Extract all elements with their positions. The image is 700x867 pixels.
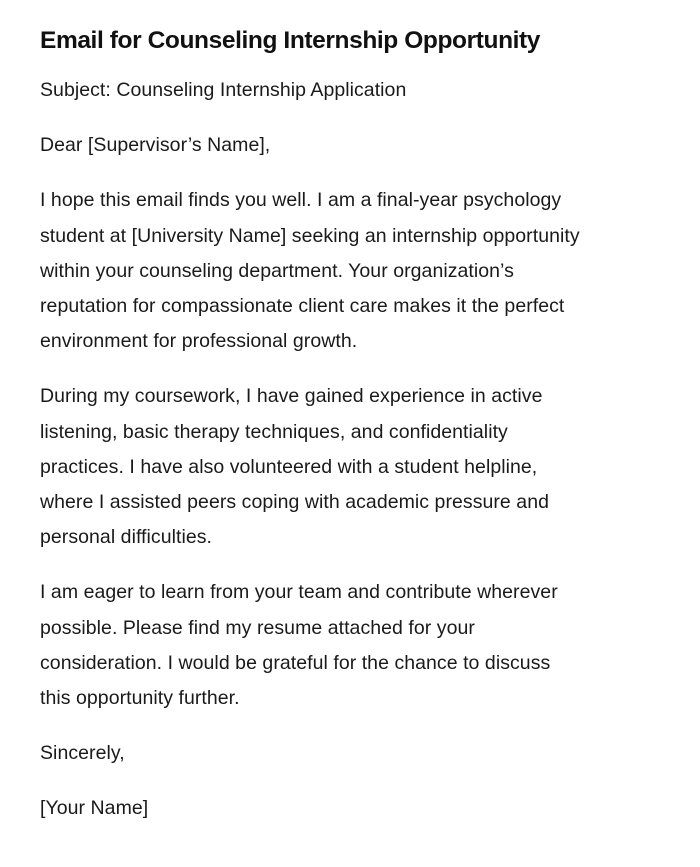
body-paragraph-3: I am eager to learn from your team and contribute wherever possible. Please find my resume attached for your consideration. I would be grateful for the chance to discuss this opportunity further.	[40, 581, 558, 710]
email-closing: Sincerely,	[40, 742, 125, 765]
body-paragraph-1: I hope this email finds you well. I am a final-year psychology student at [University Name] seeking an internship opportunity within your counseling department. Your organization’s reputation for compassionate client care makes it the perfect environment for professional growth.	[40, 189, 580, 353]
email-greeting: Dear [Supervisor’s Name],	[40, 134, 271, 157]
email-signature: [Your Name]	[40, 797, 149, 820]
body-paragraph-2: During my coursework, I have gained experience in active listening, basic therapy techniques, and confidentiality practices. I have also volunteered with a student helpline, where I assisted peers coping with academic pressure and personal difficulties.	[40, 385, 549, 549]
page-title: Email for Counseling Internship Opportunity	[40, 27, 541, 54]
email-subject: Subject: Counseling Internship Application	[40, 79, 407, 101]
